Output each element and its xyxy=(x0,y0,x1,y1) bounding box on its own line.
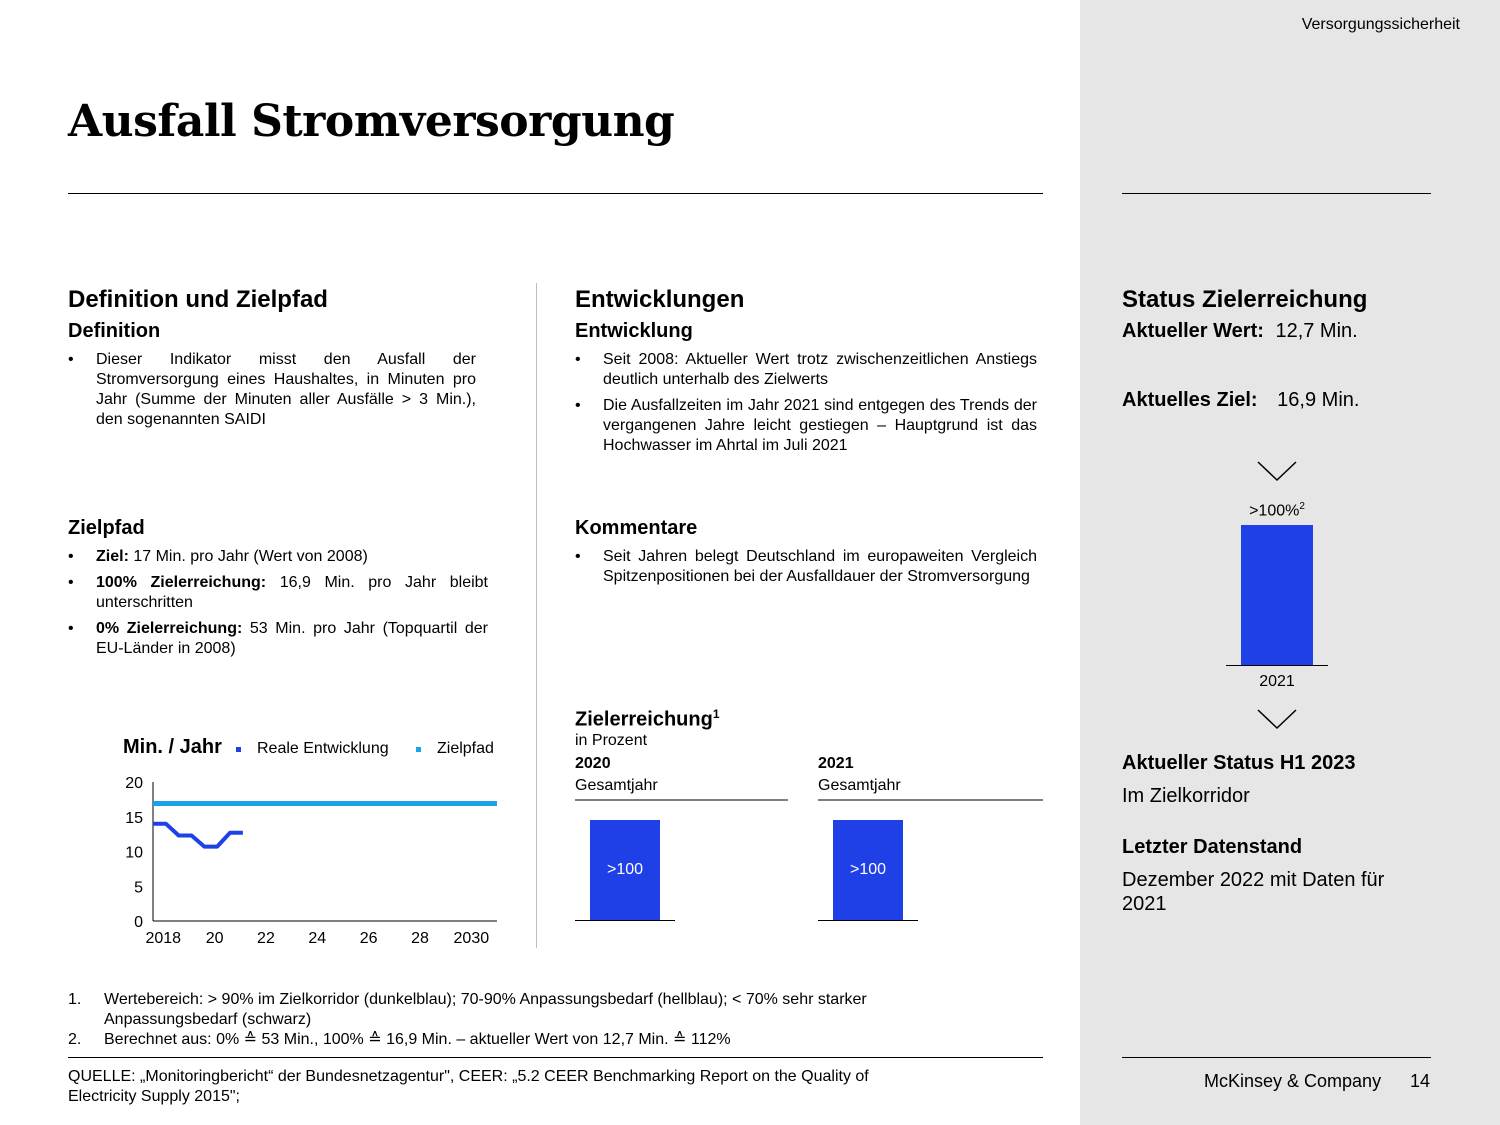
middle-heading: Entwicklungen xyxy=(575,286,745,313)
definition-bullet: • Dieser Indikator misst den Ausfall der Stromversorgung eines Haushaltes, in Minuten pro Jahr (Summe der Minuten aller Ausfälle > 3 Min.), den sogenannten SAIDI xyxy=(68,350,476,430)
zielpfad-bullet xyxy=(68,619,488,659)
column-divider xyxy=(536,283,537,948)
column-label-2020: Gesamtjahr xyxy=(575,777,658,794)
chevron-down-icon xyxy=(1257,708,1297,732)
bar-value-label: >100 xyxy=(849,861,887,878)
x-tick-label: 26 xyxy=(359,930,378,947)
status-footnote-ref: 2 xyxy=(1299,501,1305,512)
definition-list xyxy=(68,350,476,436)
legend-swatch-reale xyxy=(236,747,241,752)
current-value-row xyxy=(1122,320,1358,343)
zielpfad-bullet-label: Ziel: xyxy=(96,548,129,565)
data-status-heading: Letzter Datenstand xyxy=(1122,836,1303,858)
x-tick-label: 2030 xyxy=(453,930,490,947)
entwicklung-bullet: • Seit 2008: Aktueller Wert trotz zwischenzeitlichen Anstiegs deutlich unterhalb des Zielwerts xyxy=(575,350,1037,390)
zielpfad-bullet-text: 53 Min. pro Jahr (Topquartil der EU-Länder in 2008) xyxy=(96,620,488,657)
series-line-reale xyxy=(153,824,243,847)
legend-item-reale xyxy=(236,740,389,758)
y-tick-label: 15 xyxy=(125,809,143,827)
line-chart xyxy=(110,765,530,955)
zielpfad-bullet-text: 16,9 Min. pro Jahr bleibt unterschritten xyxy=(96,574,488,611)
y-tick-label: 0 xyxy=(134,914,143,931)
bar-baseline-2021 xyxy=(818,920,918,921)
zielerreichung-subtitle: in Prozent xyxy=(575,732,648,749)
kommentare-heading: Kommentare xyxy=(575,517,698,539)
y-tick-label: 20 xyxy=(125,775,143,792)
zielerreichung-bar-2020 xyxy=(590,820,660,920)
h1-status-heading: Aktueller Status H1 2023 xyxy=(1122,752,1356,774)
entwicklung-heading: Entwicklung xyxy=(575,320,693,342)
kommentare-bullet: • Seit Jahren belegt Deutschland im europaweiten Vergleich Spitzenpositionen bei der Ausfalldauer der Stromversorgung xyxy=(575,547,1037,587)
status-bar-value-text: >100% xyxy=(1249,502,1300,520)
x-tick-label: 2018 xyxy=(145,930,182,947)
status-bar-baseline xyxy=(1226,665,1328,666)
company-name: McKinsey & Company xyxy=(1204,1071,1382,1091)
source-note: QUELLE: „Monitoringbericht“ der Bundesnetzagentur", CEER: „5.2 CEER Benchmarking Report on the Quality of Electricity Supply 2015"; xyxy=(68,1068,869,1105)
current-target-label: Aktuelles Ziel: xyxy=(1122,389,1258,411)
legend-item-zielpfad xyxy=(416,740,494,758)
x-tick-label: 24 xyxy=(308,930,327,947)
entwicklung-bullet: • Die Ausfallzeiten im Jahr 2021 sind entgegen des Trends der vergangenen Jahre leicht gestiegen – Hauptgrund ist das Hochwasser im Ahrtal im Juli 2021 xyxy=(575,396,1037,456)
kommentare-list xyxy=(575,547,1037,593)
column-rule-2021 xyxy=(818,799,1043,801)
legend-label-zielpfad: Zielpfad xyxy=(437,740,494,757)
bar-baseline-2020 xyxy=(575,920,675,921)
status-bar xyxy=(1241,525,1313,665)
section-label: Versorgungssicherheit xyxy=(1301,16,1460,33)
zielerreichung-bar-2021 xyxy=(833,820,903,920)
zielpfad-heading: Zielpfad xyxy=(68,517,145,539)
x-tick-label: 22 xyxy=(257,930,275,947)
chart-title: Min. / Jahr xyxy=(123,736,222,758)
y-tick-label: 5 xyxy=(134,879,143,897)
footnotes xyxy=(68,990,918,1050)
status-bar-year: 2021 xyxy=(1259,673,1295,690)
column-year-2021: 2021 xyxy=(818,755,854,772)
current-value: 12,7 Min. xyxy=(1275,320,1358,342)
footer-divider xyxy=(68,1057,1043,1058)
status-heading: Status Zielerreichung xyxy=(1122,286,1368,313)
page-number: 14 xyxy=(1410,1071,1431,1091)
definition-heading: Definition xyxy=(68,320,161,342)
footnote-text: Wertebereich: > 90% im Zielkorridor (dunkelblau); 70-90% Anpassungsbedarf (hellblau); < 70% sehr starker Anpassungsbedarf (schwarz) xyxy=(104,991,867,1028)
bar-value-label: >100 xyxy=(606,861,644,878)
legend-label-reale: Reale Entwicklung xyxy=(257,740,389,757)
zielerreichung-title xyxy=(575,707,720,732)
footnote-item xyxy=(68,1030,918,1050)
zielpfad-bullet-text: 17 Min. pro Jahr (Wert von 2008) xyxy=(128,548,368,565)
y-tick-label: 10 xyxy=(125,844,143,862)
zielpfad-bullet-label: 0% Zielerreichung: xyxy=(96,620,243,637)
footnote-item xyxy=(68,990,918,1030)
status-bar-value xyxy=(1226,501,1328,520)
chevron-down-icon xyxy=(1257,460,1297,484)
current-value-label: Aktueller Wert: xyxy=(1122,320,1264,342)
column-rule-2020 xyxy=(575,799,788,801)
footnote-text: Berechnet aus: 0% ≙ 53 Min., 100% ≙ 16,9 Min. – aktueller Wert von 12,7 Min. ≙ 112% xyxy=(104,1031,731,1048)
page-title: Ausfall Stromversorgung xyxy=(68,96,675,147)
zielpfad-bullet xyxy=(68,573,488,613)
current-target-row xyxy=(1122,389,1359,412)
h1-status-text: Im Zielkorridor xyxy=(1122,785,1250,807)
zielpfad-list xyxy=(68,547,488,665)
column-label-2021: Gesamtjahr xyxy=(818,777,901,794)
zielerreichung-title-text: Zielerreichung xyxy=(575,708,713,731)
x-tick-label: 20 xyxy=(205,930,224,947)
column-year-2020: 2020 xyxy=(575,755,611,772)
zielpfad-bullet-label: 100% Zielerreichung: xyxy=(96,574,267,591)
left-heading: Definition und Zielpfad xyxy=(68,286,328,313)
sidebar-footer-divider xyxy=(1122,1057,1431,1058)
zielerreichung-footnote-ref: 1 xyxy=(712,707,720,721)
legend-swatch-zielpfad xyxy=(416,747,421,752)
x-tick-label: 28 xyxy=(411,930,429,947)
sidebar-title-divider xyxy=(1122,193,1431,194)
footnote-number: 2. xyxy=(68,1031,82,1048)
zielpfad-bullet xyxy=(68,547,488,567)
current-target: 16,9 Min. xyxy=(1277,389,1360,411)
footnote-number: 1. xyxy=(68,991,82,1008)
title-divider xyxy=(68,193,1043,194)
entwicklung-list xyxy=(575,350,1037,462)
data-status-text: Dezember 2022 mit Daten für 2021 xyxy=(1122,869,1385,915)
